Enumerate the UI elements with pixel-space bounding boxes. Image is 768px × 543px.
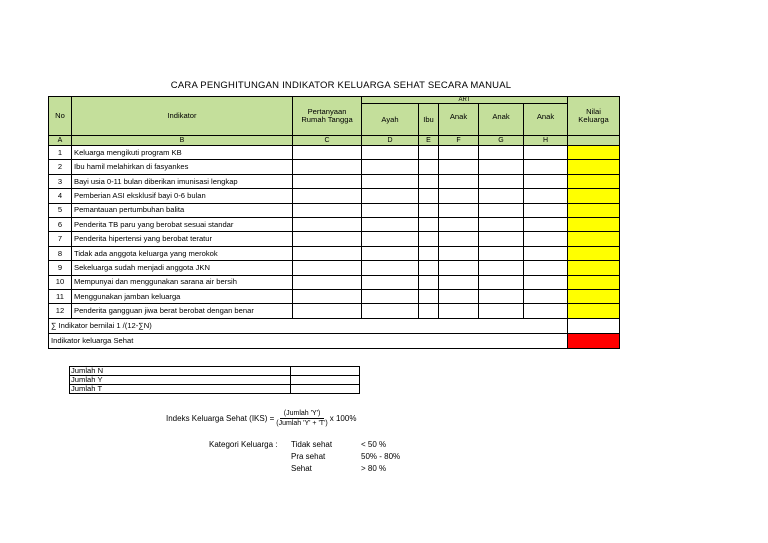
kategori-range: < 50 % (361, 440, 387, 449)
cell-c[interactable] (293, 160, 362, 174)
nilai-cell[interactable] (568, 203, 620, 217)
row-no: 1 (49, 146, 72, 160)
formula-fraction (276, 410, 327, 427)
cell-c[interactable] (293, 304, 362, 318)
indikator-table (48, 96, 620, 349)
header-nilai-keluarga: Nilai Keluarga (568, 97, 620, 136)
code-a: A (49, 136, 72, 146)
table-row (49, 261, 620, 275)
jumlah-y-label: Jumlah Y (70, 376, 291, 385)
cell-g[interactable] (479, 174, 524, 188)
row-no: 10 (49, 275, 72, 289)
cell-h[interactable] (524, 232, 568, 246)
cell-c[interactable] (293, 275, 362, 289)
formula-numerator: (Jumlah 'Y') (280, 410, 325, 419)
cell-g[interactable] (479, 146, 524, 160)
nilai-cell[interactable] (568, 246, 620, 260)
code-b: B (72, 136, 293, 146)
cell-f[interactable] (439, 203, 479, 217)
iks-formula (166, 410, 356, 427)
page-title: CARA PENGHITUNGAN INDIKATOR KELUARGA SEHAT SECARA MANUAL (170, 80, 512, 91)
row-no: 8 (49, 246, 72, 260)
cell-f[interactable] (439, 304, 479, 318)
row-no: 3 (49, 174, 72, 188)
cell-h[interactable] (524, 289, 568, 303)
cell-e[interactable] (419, 232, 439, 246)
formula-denominator: (Jumlah 'Y' + 'T') (276, 420, 328, 427)
header-ayah: Ayah (362, 104, 419, 136)
cell-f[interactable] (439, 189, 479, 203)
cell-c[interactable] (293, 189, 362, 203)
row-no: 12 (49, 304, 72, 318)
nilai-cell[interactable] (568, 189, 620, 203)
table-row (49, 189, 620, 203)
cell-h[interactable] (524, 160, 568, 174)
nilai-cell[interactable] (568, 304, 620, 318)
cell-c[interactable] (293, 174, 362, 188)
cell-h[interactable] (524, 261, 568, 275)
cell-g[interactable] (479, 160, 524, 174)
cell-g[interactable] (479, 189, 524, 203)
nilai-cell[interactable] (568, 261, 620, 275)
row-no: 5 (49, 203, 72, 217)
row-indikator: Menggunakan jamban keluarga (72, 289, 293, 303)
code-d: D (362, 136, 419, 146)
cell-e[interactable] (419, 189, 439, 203)
cell-f[interactable] (439, 217, 479, 231)
cell-e[interactable] (419, 304, 439, 318)
cell-d[interactable] (362, 189, 419, 203)
cell-d[interactable] (362, 217, 419, 231)
code-h: H (524, 136, 568, 146)
table-row (49, 146, 620, 160)
table-row (49, 160, 620, 174)
cell-f[interactable] (439, 289, 479, 303)
cell-c[interactable] (293, 146, 362, 160)
header-indikator: Indikator (72, 97, 293, 136)
nilai-cell[interactable] (568, 217, 620, 231)
cell-h[interactable] (524, 275, 568, 289)
nilai-cell[interactable] (568, 160, 620, 174)
cell-g[interactable] (479, 217, 524, 231)
cell-f[interactable] (439, 246, 479, 260)
row-no: 7 (49, 232, 72, 246)
cell-d[interactable] (362, 246, 419, 260)
row-indikator: Pemantauan pertumbuhan balita (72, 203, 293, 217)
nilai-cell[interactable] (568, 232, 620, 246)
cell-e[interactable] (419, 146, 439, 160)
cell-h[interactable] (524, 304, 568, 318)
kategori-name: Pra sehat (291, 452, 326, 461)
cell-c[interactable] (293, 289, 362, 303)
formula-lhs: Indeks Keluarga Sehat (IKS) = (166, 414, 275, 423)
row-indikator: Penderita gangguan jiwa berat berobat dengan benar (72, 304, 293, 318)
nilai-cell[interactable] (568, 289, 620, 303)
table-row (49, 289, 620, 303)
kategori-name: Sehat (291, 464, 312, 473)
cell-c[interactable] (293, 232, 362, 246)
cell-d[interactable] (362, 232, 419, 246)
code-f: F (439, 136, 479, 146)
cell-e[interactable] (419, 203, 439, 217)
jumlah-n-value[interactable] (291, 367, 360, 376)
cell-f[interactable] (439, 146, 479, 160)
header-no: No (49, 97, 72, 136)
cell-e[interactable] (419, 275, 439, 289)
cell-g[interactable] (479, 289, 524, 303)
cell-d[interactable] (362, 289, 419, 303)
jumlah-y-value[interactable] (291, 376, 360, 385)
code-e: E (419, 136, 439, 146)
cell-h[interactable] (524, 189, 568, 203)
row-indikator: Pemberian ASI eksklusif bayi 0-6 bulan (72, 189, 293, 203)
sehat-row-label: Indikator keluarga Sehat (49, 333, 568, 348)
jumlah-t-value[interactable] (291, 385, 360, 394)
table-row (49, 203, 620, 217)
nilai-cell[interactable] (568, 174, 620, 188)
cell-d[interactable] (362, 304, 419, 318)
cell-h[interactable] (524, 246, 568, 260)
formula-rhs: x 100% (329, 414, 357, 423)
header-anak-3: Anak (524, 104, 568, 136)
kategori-range: 50% - 80% (361, 452, 401, 461)
row-no: 9 (49, 261, 72, 275)
cell-d[interactable] (362, 174, 419, 188)
table-row (49, 217, 620, 231)
kategori-name: Tidak sehat (291, 440, 333, 449)
sum-row-label: ∑ Indikator bernilai 1 /(12-∑N) (49, 318, 568, 333)
header-anak-2: Anak (479, 104, 524, 136)
cell-e[interactable] (419, 261, 439, 275)
row-indikator: Sekeluarga sudah menjadi anggota JKN (72, 261, 293, 275)
row-no: 2 (49, 160, 72, 174)
header-pertanyaan: Pertanyaan Rumah Tangga (293, 97, 362, 136)
table-row (49, 304, 620, 318)
cell-d[interactable] (362, 261, 419, 275)
sum-value-cell[interactable] (568, 318, 620, 333)
cell-f[interactable] (439, 174, 479, 188)
sehat-value-cell[interactable] (568, 333, 620, 348)
row-indikator: Mempunyai dan menggunakan sarana air bersih (72, 275, 293, 289)
jumlah-n-label: Jumlah N (70, 367, 291, 376)
kategori-range: > 80 % (361, 464, 387, 473)
cell-f[interactable] (439, 232, 479, 246)
row-no: 6 (49, 217, 72, 231)
cell-c[interactable] (293, 217, 362, 231)
cell-e[interactable] (419, 289, 439, 303)
cell-d[interactable] (362, 160, 419, 174)
header-anak-1: Anak (439, 104, 479, 136)
jumlah-table (69, 366, 360, 394)
cell-g[interactable] (479, 261, 524, 275)
kategori-label: Kategori Keluarga : (209, 440, 278, 449)
kategori-keluarga (209, 440, 400, 476)
cell-e[interactable] (419, 174, 439, 188)
row-no: 4 (49, 189, 72, 203)
cell-e[interactable] (419, 246, 439, 260)
cell-g[interactable] (479, 203, 524, 217)
cell-g[interactable] (479, 304, 524, 318)
cell-h[interactable] (524, 203, 568, 217)
row-no: 11 (49, 289, 72, 303)
code-g: G (479, 136, 524, 146)
cell-e[interactable] (419, 160, 439, 174)
table-row (49, 275, 620, 289)
row-indikator: Tidak ada anggota keluarga yang merokok (72, 246, 293, 260)
row-indikator: Keluarga mengikuti program KB (72, 146, 293, 160)
jumlah-t-label: Jumlah T (70, 385, 291, 394)
code-c: C (293, 136, 362, 146)
table-row (49, 232, 620, 246)
cell-d[interactable] (362, 203, 419, 217)
cell-d[interactable] (362, 275, 419, 289)
row-indikator: Penderita hipertensi yang berobat teratur (72, 232, 293, 246)
header-ibu: Ibu (419, 104, 439, 136)
cell-h[interactable] (524, 146, 568, 160)
cell-f[interactable] (439, 261, 479, 275)
cell-c[interactable] (293, 203, 362, 217)
cell-e[interactable] (419, 217, 439, 231)
cell-f[interactable] (439, 275, 479, 289)
row-indikator: Bayi usia 0-11 bulan diberikan imunisasi lengkap (72, 174, 293, 188)
cell-g[interactable] (479, 275, 524, 289)
cell-g[interactable] (479, 232, 524, 246)
cell-c[interactable] (293, 246, 362, 260)
table-row (49, 246, 620, 260)
cell-d[interactable] (362, 146, 419, 160)
cell-g[interactable] (479, 246, 524, 260)
header-art: ART (362, 97, 568, 104)
table-row (49, 174, 620, 188)
nilai-cell[interactable] (568, 275, 620, 289)
cell-f[interactable] (439, 160, 479, 174)
cell-h[interactable] (524, 217, 568, 231)
row-indikator: Ibu hamil melahirkan di fasyankes (72, 160, 293, 174)
cell-c[interactable] (293, 261, 362, 275)
row-indikator: Penderita TB paru yang berobat sesuai standar (72, 217, 293, 231)
code-blank (568, 136, 620, 146)
cell-h[interactable] (524, 174, 568, 188)
nilai-cell[interactable] (568, 146, 620, 160)
